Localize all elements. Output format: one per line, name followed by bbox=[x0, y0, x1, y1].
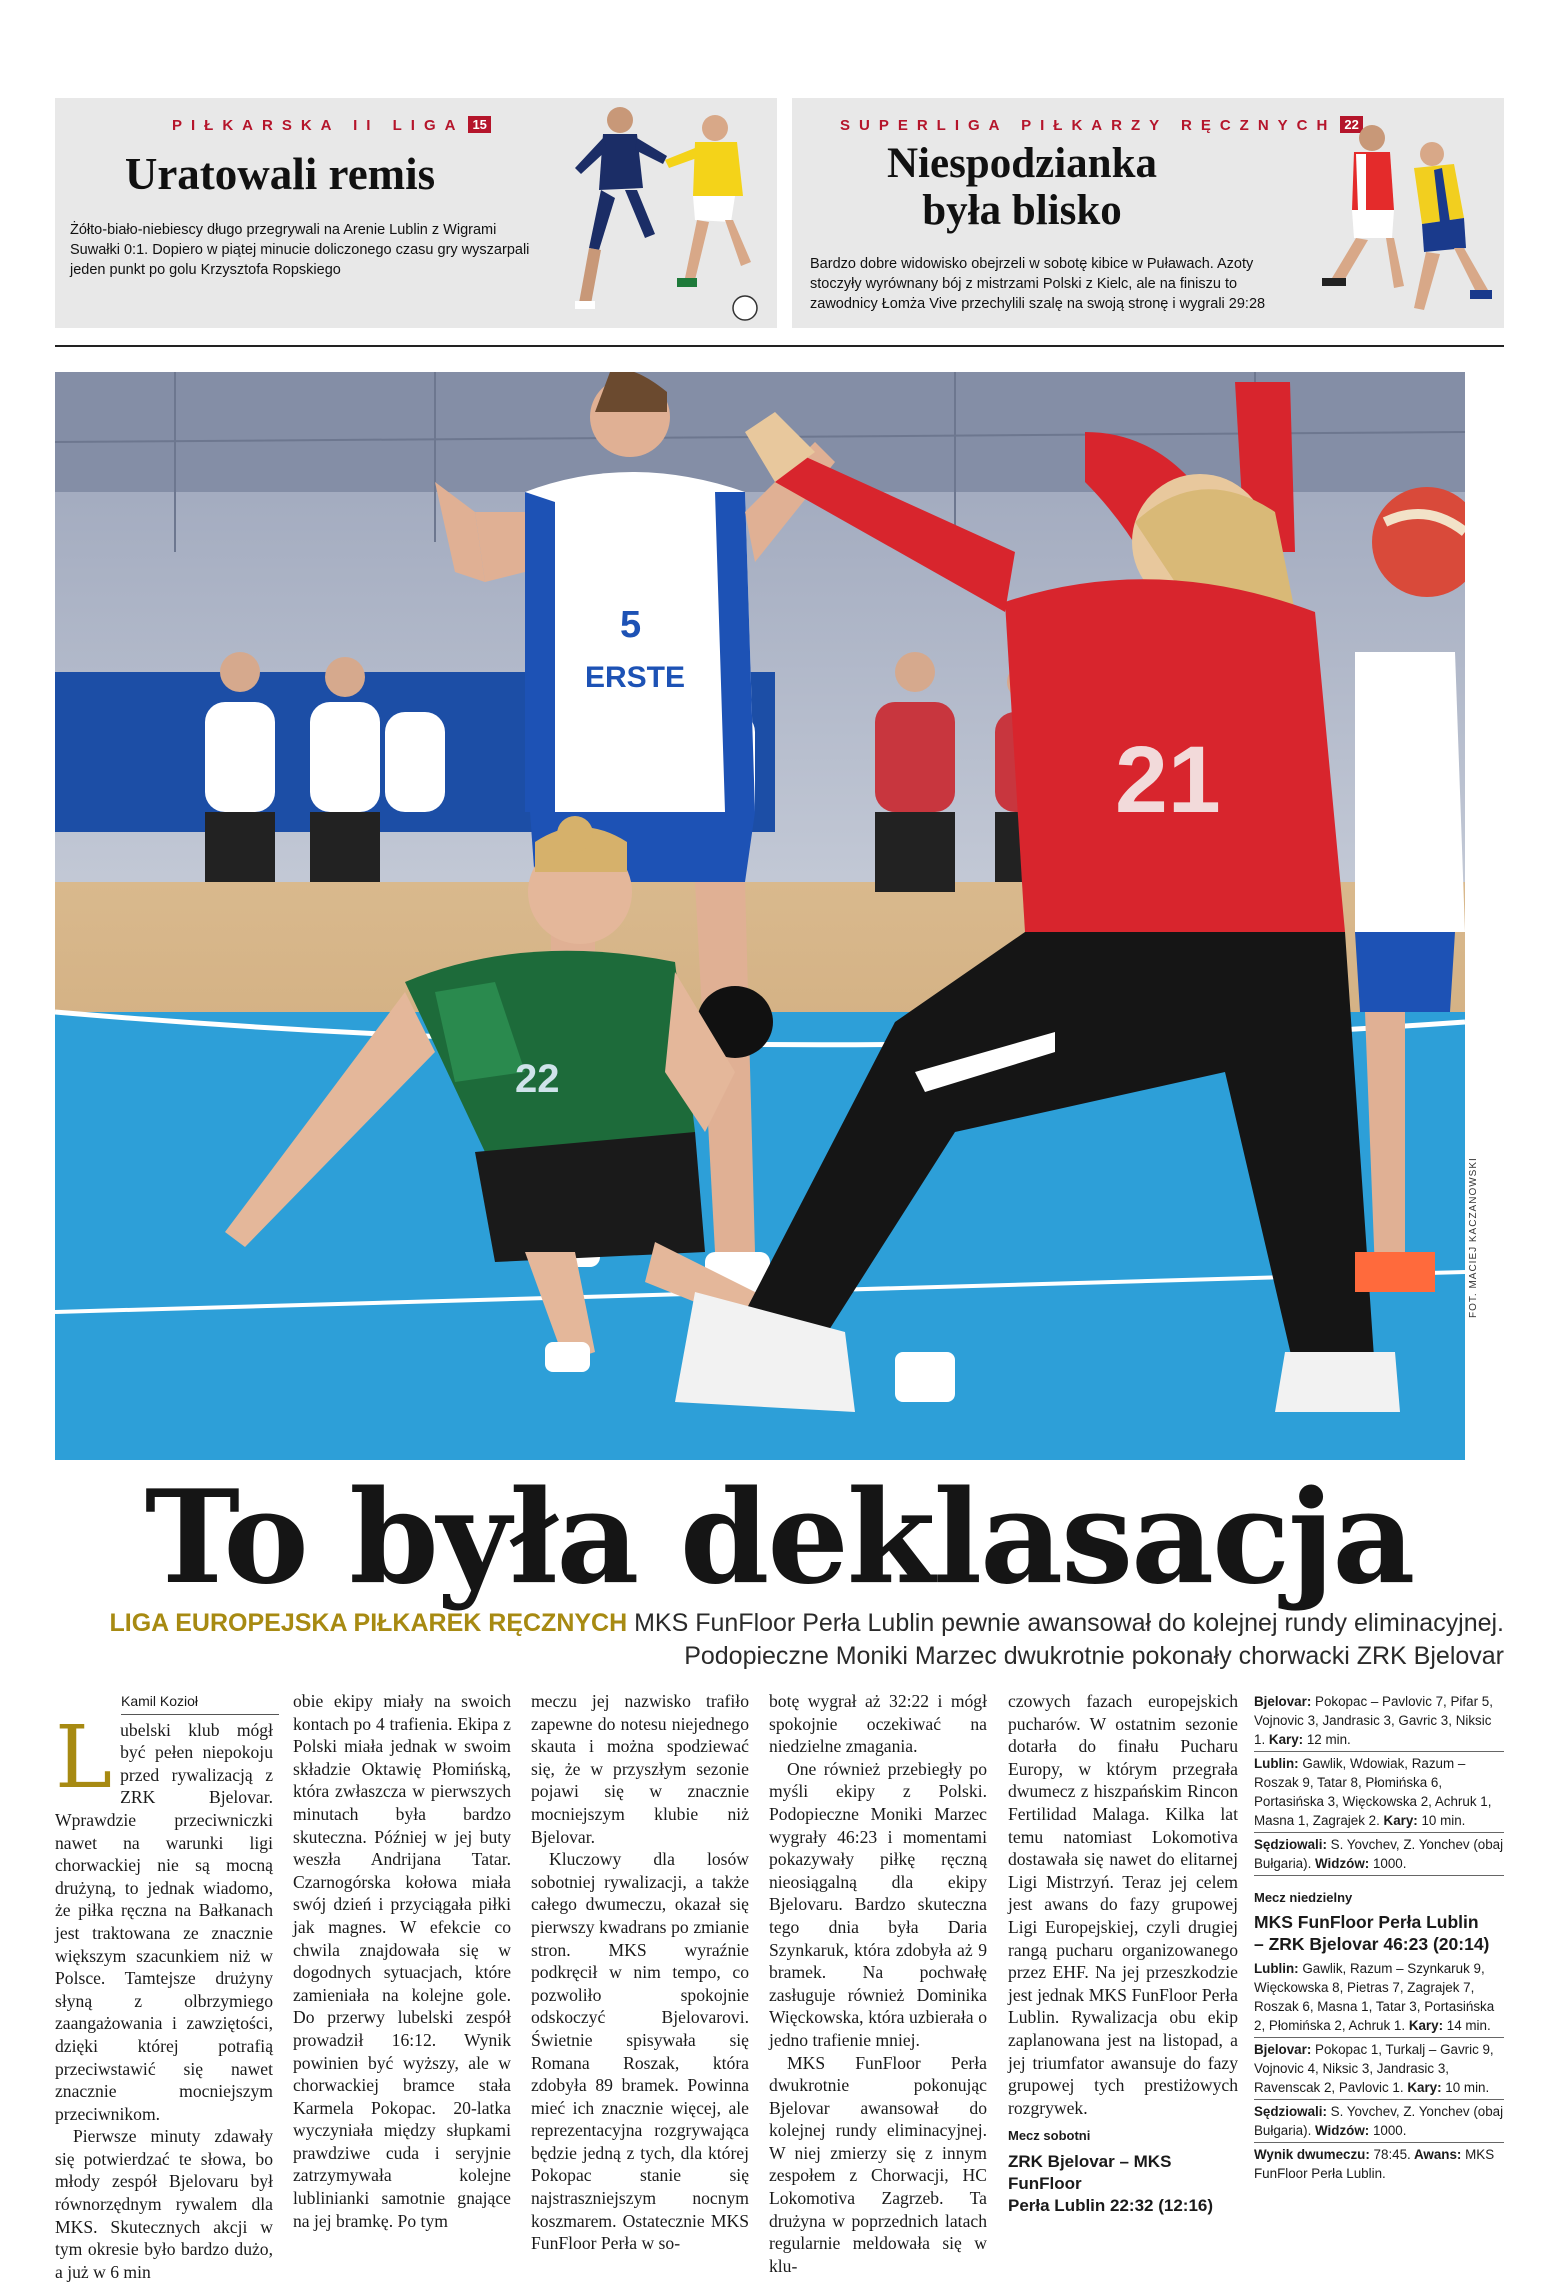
page-number-badge: 15 bbox=[468, 116, 490, 133]
jersey-number-back: 5 bbox=[620, 604, 642, 646]
author-byline: Kamil Kozioł bbox=[121, 1690, 279, 1715]
teaser-kicker: SUPERLIGA PIŁKARZY RĘCZNYCH 22 bbox=[840, 116, 1363, 134]
lead-line2: Podopieczne Moniki Marzec dwukrotnie pokonały chorwacki ZRK Bjelovar bbox=[684, 1642, 1504, 1670]
article-column-1: Kamil Kozioł Lubelski klub mógł być pełen niepokoju przed rywalizacją z ZRK Bjelovar. Wprawdzie przeciwniczki nawet na warunki ligi chorwackiej nie są mocną drużyną, to jednak wiadomo, że piłka ręczna na Bałkanach jest traktowana ze znacznie większym szacunkiem niż w Polsce. Tamtejsze drużyny słyną z olbrzymiego zaangażowania i zawziętości, dzięki której potrafią przeciwstawić się nawet znacznie mocniejszym przeciwnikom. Pierwsze minuty zdawały się potwierdzać te słowa, bo młody zespół Bjelovaru był równorzędnym rywalem dla MKS. Skutecznych akcji w tym okresie było bardzo dużo, a już w 6 min bbox=[55, 1690, 273, 2283]
top-divider bbox=[55, 345, 1504, 347]
stats-referees-sat: Sędziowali: S. Yovchev, Z. Yonchev (obaj Bułgaria). Widzów: 1000. bbox=[1254, 1833, 1504, 1876]
teaser-text: Żółto-biało-niebiescy długo przegrywali na Arenie Lublin z Wigrami Suwałki 0:1. Dopiero w piątej minucie doliczonego czasu gry wyszarpali jeden punkt po golu Krzysztofa Ropskiego bbox=[70, 222, 530, 278]
teaser-right[interactable] bbox=[792, 98, 1504, 328]
teaser-title: Niespodzianka była blisko bbox=[886, 140, 1157, 235]
jersey-number-keeper: 21 bbox=[1115, 727, 1221, 833]
lead: LIGA EUROPEJSKA PIŁKAREK RĘCZNYCH MKS FunFloor Perła Lublin pewnie awansował do kolejnej rundy eliminacyjnej. Podopieczne Moniki Marzec dwukrotnie pokonały chorwacki ZRK Bjelovar bbox=[55, 1607, 1504, 1673]
handball-players-image bbox=[1282, 98, 1504, 328]
match-stats-sidebar bbox=[1254, 1690, 1504, 2185]
headline: To była deklasacja bbox=[144, 1463, 1414, 1613]
match-score: ZRK Bjelovar – MKS FunFloor Perła Lublin 22:32 (12:16) bbox=[1008, 2152, 1214, 2215]
article-column-2: obie ekipy miały na swoich kontach po 4 trafienia. Ekipa z Polski miała jednak w swoim składzie Oktawię Płomińską, która zwłaszcza w pierwszych minutach była bardzo skuteczna. Później w jej buty weszła Andrijana Tatar. Czarnogórska kołowa miała swój dzień i przyciągała piłki jak magnes. W efekcie co chwila znajdowała się w dogodnych sytuacjach, które zamieniała na kolejne gole. Do przerwy lubelski zespół prowadził 16:12. Wynik powinien być wyższy, ale w chorwackiej bramce stała Karmela Pokopac. 20-latka wyczyniała między słupkami prawdziwe cuda i seryjnie zatrzymywała kolejne lublinianki samotnie gnające na jej bramkę. Po tym bbox=[293, 1691, 511, 2231]
dropcap: L bbox=[55, 1707, 113, 1808]
page-number-badge: 22 bbox=[1340, 116, 1362, 133]
jersey-number-front: 22 bbox=[515, 1057, 560, 1101]
match-label: Mecz sobotni bbox=[1008, 2128, 1091, 2143]
article-column-4: botę wygrał aż 32:22 i mógł spokojnie oczekiwać na niedzielne zmagania. One również przebiegły po myśli ekipy z Polski. Podopieczne Moniki Marzec wygrały 46:23 i momentami pokazywały piłkę ręczną nieosiągalną dla ekipy Bjelovaru. Bardzo skuteczna tego dnia była Daria Szynkaruk, która zdobyła aż 9 bramek. Na pochwałę zasługuje również Dominika Więckowska, która uzbierała o jedno trafienie mniej. MKS FunFloor Perła dwukrotnie pokonując Bjelovar awansował do kolejnej rundy eliminacyjnej. W niej zmierzy się z innym zespołem z Chorwacji, HC Lokomotiva Zagrzeb. Ta drużyna w poprzednich latach regularnie meldowała się w klu- bbox=[769, 1691, 987, 2276]
stats-aggregate: Wynik dwumeczu: 78:45. Awans: MKS FunFloor Perła Lublin. bbox=[1254, 2147, 1495, 2181]
stats-referees-sun: Sędziowali: S. Yovchev, Z. Yonchev (obaj Bułgaria). Widzów: 1000. bbox=[1254, 2100, 1504, 2143]
teaser-text: Bardzo dobre widowisko obejrzeli w sobotę kibice w Puławach. Azoty stoczyły wyrównany bój z mistrzami Polski z Kielc, ale na finiszu to zawodnicy Łomża Vive przechylili szalę na swoją stronę i wygrali 29:28 bbox=[810, 256, 1266, 312]
jersey-sponsor: ERSTE bbox=[585, 661, 686, 694]
teaser-title: Uratowali remis bbox=[124, 149, 436, 199]
stats-bjelovar-sun: Bjelovar: Pokopac 1, Turkalj – Gavric 9, Vojnovic 4, Niksic 3, Jandrasic 3, Ravenscak 2, Pavlovic 1. Kary: 10 min. bbox=[1254, 2038, 1504, 2100]
teaser-kicker: PIŁKARSKA II LIGA 15 bbox=[172, 116, 491, 134]
saturday-match-box bbox=[1008, 2128, 1238, 2217]
stats-bjelovar-sat: Bjelovar: Pokopac – Pavlovic 7, Pifar 5, Vojnovic 3, Jandrasic 3, Gavric 3, Niksic 1. Kary: 12 min. bbox=[1254, 1690, 1504, 1752]
stats-lublin-sun: Lublin: Gawlik, Razum – Szynkaruk 9, Więckowska 8, Pietras 7, Zagrajek 7, Roszak 6, Masna 1, Tatar 3, Portasińska 2, Płomińska 2, Achruk 1. Kary: 14 min. bbox=[1254, 1957, 1504, 2038]
match-score: MKS FunFloor Perła Lublin – ZRK Bjelovar 46:23 (20:14) bbox=[1254, 1912, 1490, 1954]
article-column-5: czowych fazach europejskich pucharów. W ostatnim sezonie dotarła do finału Pucharu Europy, w którym przegrała dwumecz z hiszpańskim Rincon Fertilidad Malaga. Kilka lat temu natomiast Lokomotiva dostawała się nawet do elitarnej Ligi Mistrzyń. Teraz jej celem jest awans do fazy grupowej Ligi Europejskiej, czyli drugiej rangą pucharu organizowanego przez EHF. Na jej przeszkodzie jest jednak MKS FunFloor Perła Lublin. Rywalizacja obu ekip zaplanowana jest na listopad, a jej triumfator awansuje do fazy grupowej tych prestiżowych rozgrywek. bbox=[1008, 1691, 1238, 2118]
football-players-image bbox=[545, 98, 777, 328]
handball-action-image bbox=[55, 372, 1465, 1460]
section-label: LIGA EUROPEJSKA PIŁKAREK RĘCZNYCH bbox=[109, 1609, 628, 1637]
stats-lublin-sat: Lublin: Gawlik, Wdowiak, Razum – Roszak 9, Tatar 8, Płomińska 6, Portasińska 3, Więckowska 2, Achruk 1, Masna 1, Zagrajek 2. Kary: 10 min. bbox=[1254, 1752, 1504, 1833]
match-label: Mecz niedzielny bbox=[1254, 1890, 1353, 1905]
teaser-left[interactable] bbox=[55, 98, 777, 328]
article-column-3: meczu jej nazwisko trafiło zapewne do notesu niejednego skauta i można spodziewać się, że w przyszłym sezonie pojawi się w znacznie mocniejszym klubie niż Bjelovar. Kluczowy dla losów sobotniej rywalizacji, a także całego dwumeczu, okazał się pierwszy kwadrans po zmianie stron. MKS wyraźnie podkręcił w nim tempo, co pozwoliło spokojnie odskoczyć Bjelovarovi. Świetnie spisywała się Romana Roszak, która zdobyła 89 bramek. Powinna mieć ich znacznie więcej, ale reprezentacyjna rozgrywająca będzie jedną z tych, dla której Pokopac stanie się najstraszniejszym nocnym koszmarem. Ostatecznie MKS FunFloor Perła w so- bbox=[531, 1691, 749, 2254]
photo-credit: FOT. MACIEJ KACZANOWSKI bbox=[1468, 1157, 1479, 1318]
main-photo bbox=[55, 372, 1465, 1460]
